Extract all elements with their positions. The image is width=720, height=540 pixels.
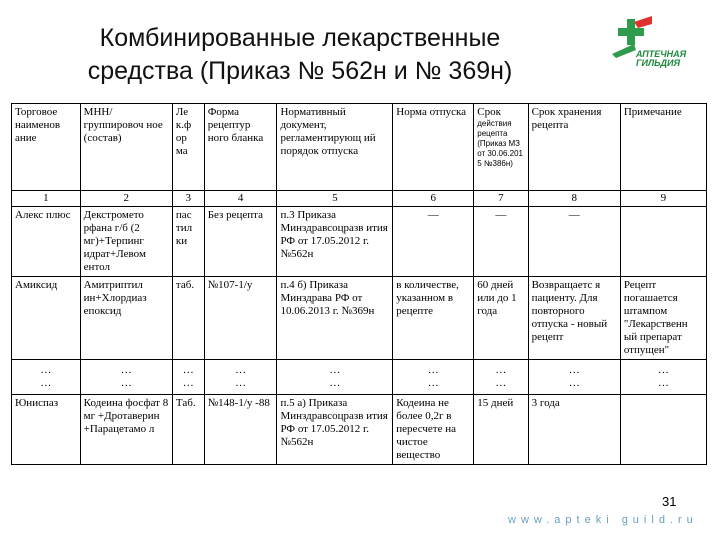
table-cell: в количестве, указанном в рецепте	[393, 277, 474, 360]
table-row	[12, 207, 707, 277]
column-number: 4	[204, 191, 277, 207]
header-cell: Срок хранения рецепта	[528, 104, 620, 191]
table-cell: Без рецепта	[204, 207, 277, 277]
ellipsis-cell: … …	[204, 360, 277, 395]
header-srok-title: Срок	[477, 106, 501, 118]
page-number: 31	[662, 494, 677, 509]
table-cell: 60 дней или до 1 года	[474, 277, 528, 360]
table-cell: Юниспаз	[12, 395, 81, 465]
ellipsis-cell: … …	[474, 360, 528, 395]
column-number: 6	[393, 191, 474, 207]
header-cell: Примечание	[620, 104, 706, 191]
column-number: 8	[528, 191, 620, 207]
table-cell: Алекс плюс	[12, 207, 81, 277]
column-number: 3	[172, 191, 204, 207]
table-cell: —	[474, 207, 528, 277]
logo-text: АПТЕЧНАЯ ГИЛЬДИЯ	[636, 49, 687, 68]
table-cell: №107-1/у	[204, 277, 277, 360]
table-cell: Декстромето рфана г/б (2 мг)+Терпинг идрат+Левом ентол	[80, 207, 172, 277]
table-cell: —	[393, 207, 474, 277]
column-number: 7	[474, 191, 528, 207]
header-cell: Торговое наименов ание	[12, 104, 81, 191]
header-cell: Норма отпуска	[393, 104, 474, 191]
table-cell: 3 года	[528, 395, 620, 465]
table-cell: таб.	[172, 277, 204, 360]
table-row	[12, 395, 707, 465]
header-cell: Нормативный документ, регламентирующ ий порядок отпуска	[277, 104, 393, 191]
column-number: 2	[80, 191, 172, 207]
table-cell	[620, 207, 706, 277]
title-line-1: Комбинированные лекарственные	[99, 24, 501, 52]
ellipsis-cell: … …	[620, 360, 706, 395]
table-cell: №148-1/у -88	[204, 395, 277, 465]
site-url: www.apteki guild.ru	[508, 514, 698, 526]
ellipsis-cell: … …	[12, 360, 81, 395]
header-cell: Форма рецептур ного бланка	[204, 104, 277, 191]
column-number: 1	[12, 191, 81, 207]
header-srok-note: действия рецепта (Приказ МЗ от 30.06.201 5 №386н)	[477, 119, 523, 168]
table-cell: 15 дней	[474, 395, 528, 465]
table-cell: п.4 б) Приказа Минздрава РФ от 10.06.2013 г. №369н	[277, 277, 393, 360]
ellipsis-cell: … …	[528, 360, 620, 395]
ellipsis-cell: … …	[172, 360, 204, 395]
header-cell: МНН/ группировоч ное (состав)	[80, 104, 172, 191]
table-row	[12, 277, 707, 360]
header-cell: Ле к.ф ор ма	[172, 104, 204, 191]
ellipsis-cell: … …	[277, 360, 393, 395]
title-line-2: средства (Приказ № 562н и № 369н)	[87, 57, 513, 85]
table-cell: Возвращаетс я пациенту. Для повторного отпуска - новый рецепт	[528, 277, 620, 360]
table-cell: п.3 Приказа Минздравсоцразв ития РФ от 17.05.2012 г. №562н	[277, 207, 393, 277]
table-cell: Амиксид	[12, 277, 81, 360]
ellipsis-cell: … …	[393, 360, 474, 395]
table-cell: Кодеина фосфат 8 мг +Дротаверин +Парацетамо л	[80, 395, 172, 465]
drugs-table	[11, 103, 707, 465]
table-cell: Кодеина не более 0,2г в пересчете на чистое вещество	[393, 395, 474, 465]
header-row	[12, 104, 707, 191]
ellipsis-row	[12, 360, 707, 395]
table-cell: п.5 а) Приказа Минздравсоцразв ития РФ от 17.05.2012 г. №562н	[277, 395, 393, 465]
table-cell: Рецепт погашается штампом "Лекарственн ый препарат отпущен"	[620, 277, 706, 360]
table-cell: пас тил ки	[172, 207, 204, 277]
ellipsis-cell: … …	[80, 360, 172, 395]
table-cell	[620, 395, 706, 465]
table-cell: —	[528, 207, 620, 277]
table-cell: Таб.	[172, 395, 204, 465]
column-number: 9	[620, 191, 706, 207]
column-number: 5	[277, 191, 393, 207]
slide-title	[30, 22, 570, 88]
header-cell-srok	[474, 104, 528, 191]
table-cell: Амитриптил ин+Хлордиаз епоксид	[80, 277, 172, 360]
column-number-row	[12, 191, 707, 207]
